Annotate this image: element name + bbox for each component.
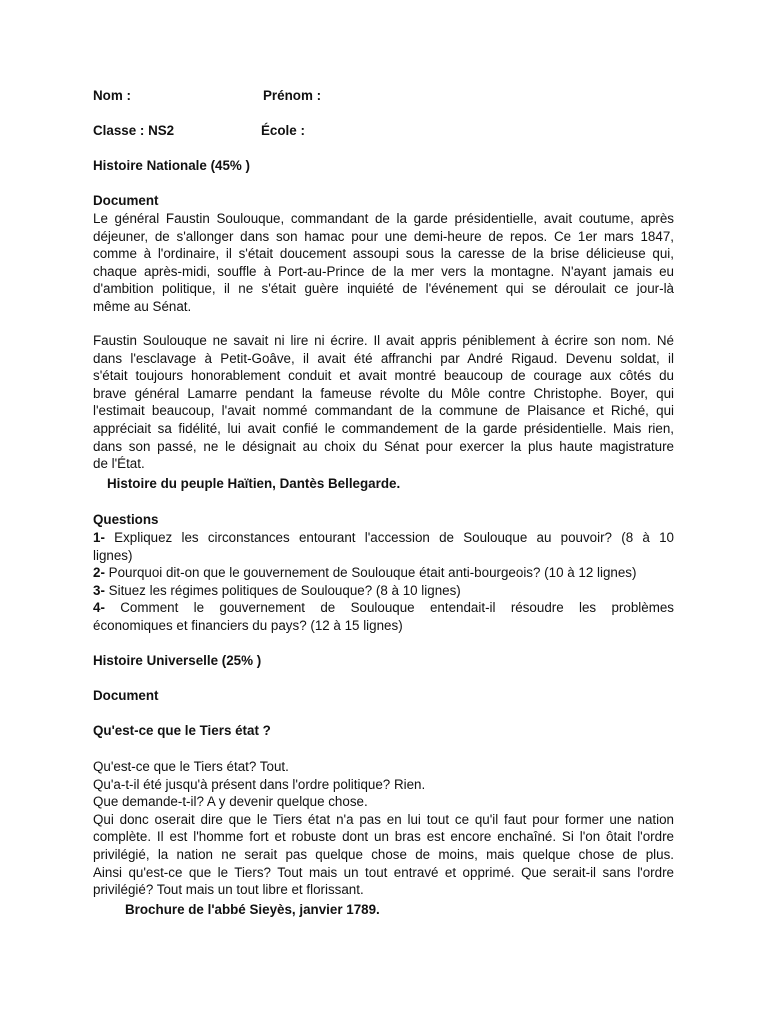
classe-label: Classe : NS2 <box>93 123 175 138</box>
text-line: dans son passé, ne le désignait au choix du Sénat pour exercer la plus haute magistrature <box>93 438 674 454</box>
text-line: Ainsi qu'est-ce que le Tiers? Tout mais un tout entravé et opprimé. Que serait-il sans l'ordre <box>93 864 674 880</box>
question-number: 2- <box>93 565 105 581</box>
section-title-histoire-nationale: Histoire Nationale (45% ) <box>93 158 251 173</box>
question-4 <box>93 599 674 617</box>
nom-label: Nom : <box>93 88 131 103</box>
text-line: déjeuner, de s'allonger dans son hamac pour une demi-heure de repos. Ce 1er mars 1847, <box>93 228 674 244</box>
document-label-1: Document <box>93 193 159 208</box>
question-3 <box>93 582 674 600</box>
text-line: Le général Faustin Soulouque, commandant de la garde présidentielle, avait coutume, après <box>93 211 674 226</box>
question-text: Comment le gouvernement de Soulouque entendait-il résoudre les problèmes <box>120 600 674 616</box>
text-line: de l'État. <box>93 456 145 472</box>
questions-label: Questions <box>93 512 159 527</box>
questions-list <box>93 529 674 635</box>
question-text: Expliquez les circonstances entourant l'accession de Soulouque au pouvoir? (8 à 10 <box>114 530 674 545</box>
question-1 <box>93 529 674 547</box>
text-line: complète. Il est l'homme fort et robuste dont un bras est encore enchaîné. Si l'on ôtait l'ordre <box>93 829 674 845</box>
section-title-histoire-universelle: Histoire Universelle (25% ) <box>93 653 262 668</box>
question-number: 1- <box>93 530 105 545</box>
paragraph-soulouque-1 <box>93 210 674 316</box>
text-line: Faustin Soulouque ne savait ni lire ni écrire. Il avait appris péniblement à écrire son nom. Né <box>93 333 674 348</box>
question-number: 4- <box>93 600 105 616</box>
text-line: dans l'esclavage à Petit-Goâve, il avait été affranchi par André Rigaud. Devenu soldat, il <box>93 350 674 366</box>
text-line: chaque après-midi, souffle à Port-au-Prince de la mer vers la montagne. N'ayant jamais eu <box>93 263 674 279</box>
question-text: Situez les régimes politiques de Soulouque? (8 à 10 lignes) <box>108 582 461 598</box>
question-text: Pourquoi dit-on que le gouvernement de Soulouque était anti-bourgeois? (10 à 12 lignes) <box>108 565 637 581</box>
text-line: d'ambition politique, il ne s'était guère inquiété de l'événement qui se déroulait ce jour-là <box>93 281 674 297</box>
prenom-label: Prénom : <box>263 88 322 103</box>
text-line: comme à l'ordinaire, il s'était doucement assoupi sous la caresse de la brise délicieuse qui, <box>93 246 674 262</box>
text-line: Qu'a-t-il été jusqu'à présent dans l'ordre politique? Rien. <box>93 776 426 792</box>
question-4-continuation: économiques et financiers du pays? (12 à 15 lignes) <box>93 617 403 633</box>
source-citation-2: Brochure de l'abbé Sieyès, janvier 1789. <box>125 902 380 917</box>
question-number: 3- <box>93 582 105 598</box>
paragraph-soulouque-2 <box>93 332 674 473</box>
document-subtitle: Qu'est-ce que le Tiers état ? <box>93 723 271 738</box>
source-citation-1: Histoire du peuple Haïtien, Dantès Bellegarde. <box>107 476 401 491</box>
text-line: s'était toujours honorablement conduit et avait montré beaucoup de courage aux côtés du <box>93 368 674 384</box>
text-line: Que demande-t-il? A y devenir quelque chose. <box>93 794 368 810</box>
text-line: appréciait sa fidélité, lui avait confié le commandement de la garde présidentielle. Mais rien, <box>93 420 674 436</box>
document-label-2: Document <box>93 688 159 703</box>
question-1-continuation: lignes) <box>93 547 133 563</box>
text-line: privilégié, la nation ne serait pas quelque chose de moins, mais quelque chose de plus. <box>93 846 674 862</box>
text-line: brave général Lamarre pendant la fameuse révolte du Môle contre Christophe. Boyer, qui <box>93 385 674 401</box>
text-line: Qui donc oserait dire que le Tiers état n'a pas en lui tout ce qu'il faut pour former une nation <box>93 811 674 827</box>
text-line: privilégié? Tout mais un tout libre et florissant. <box>93 882 364 898</box>
tiers-etat-text <box>93 758 674 899</box>
question-2 <box>93 564 674 582</box>
text-line: l'estimait beaucoup, l'avait nommé commandant de la commune de Plaisance et Riché, qui <box>93 403 674 419</box>
text-line: même au Sénat. <box>93 298 192 314</box>
ecole-label: École : <box>261 123 305 138</box>
text-line: Qu'est-ce que le Tiers état? Tout. <box>93 759 289 774</box>
